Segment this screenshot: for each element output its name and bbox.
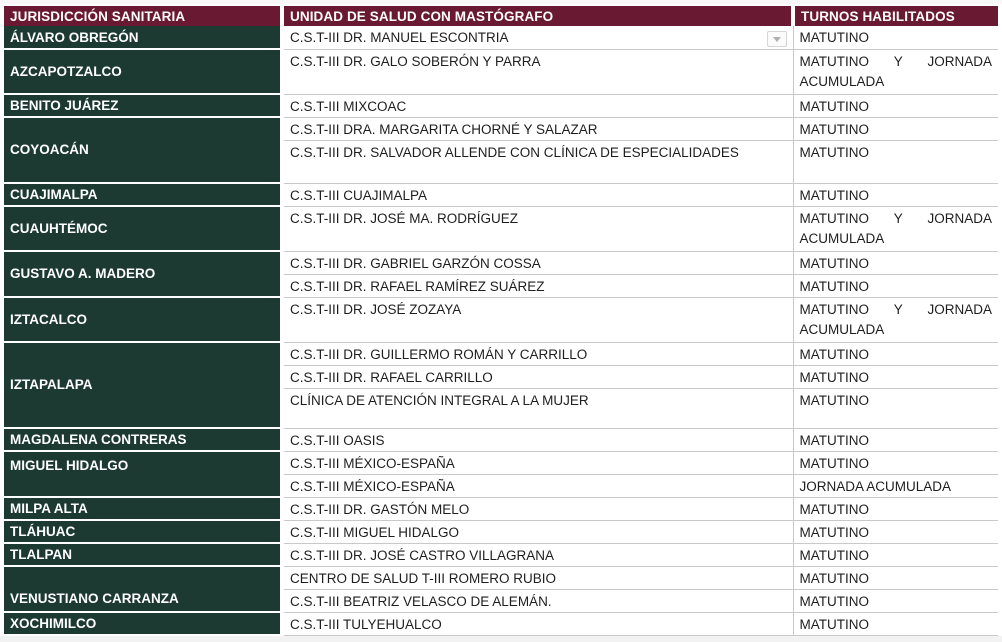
turno-cell: MATUTINO (793, 428, 998, 451)
jurisdiction-cell: MILPA ALTA (4, 497, 282, 520)
unit-cell (282, 183, 793, 206)
table-row (4, 543, 998, 566)
unit-cell (282, 566, 793, 589)
unit-name: C.S.T-III MÉXICO-ESPAÑA (290, 478, 455, 494)
unit-cell (282, 520, 793, 543)
unit-name: C.S.T-III DR. JOSÉ CASTRO VILLAGRANA (290, 547, 555, 563)
unit-cell (282, 451, 793, 474)
top-border (0, 0, 1002, 4)
turno-cell: MATUTINO (793, 451, 998, 474)
unit-cell (282, 589, 793, 612)
turno-cell: MATUTINO (793, 183, 998, 206)
turno-cell: MATUTINO (793, 497, 998, 520)
unit-cell (282, 474, 793, 497)
table-row (4, 94, 998, 117)
jurisdiction-cell: XOCHIMILCO (4, 612, 282, 635)
unit-cell (282, 342, 793, 365)
table-row (4, 428, 998, 451)
unit-name: C.S.T-III OASIS (290, 432, 385, 448)
unit-name: C.S.T-III DR. SALVADOR ALLENDE CON CLÍNICA DE ESPECIALIDADES (290, 144, 739, 160)
unit-name: C.S.T-III DR. GASTÓN MELO (290, 501, 470, 517)
unit-cell (282, 612, 793, 635)
turno-cell: MATUTINO (793, 589, 998, 612)
turno-cell: MATUTINO (793, 94, 998, 117)
unit-name: C.S.T-III DR. RAFAEL CARRILLO (290, 369, 493, 385)
jurisdiction-cell: GUSTAVO A. MADERO (4, 251, 282, 297)
mammography-table (4, 6, 998, 636)
jurisdiction-cell: ÁLVARO OBREGÓN (4, 26, 282, 49)
header-unidad: UNIDAD DE SALUD CON MASTÓGRAFO (282, 6, 793, 26)
table-row (4, 251, 998, 274)
unit-cell (282, 543, 793, 566)
table-row (4, 342, 998, 365)
unit-name: C.S.T-III DR. JOSÉ ZOZAYA (290, 301, 462, 317)
table-row (4, 297, 998, 342)
unit-cell (282, 297, 793, 342)
unit-cell (282, 206, 793, 251)
table-row (4, 612, 998, 635)
jurisdiction-cell: IZTAPALAPA (4, 342, 282, 428)
turno-cell: MATUTINO (793, 117, 998, 140)
turno-cell: MATUTINO (793, 566, 998, 589)
dropdown-arrow-icon[interactable] (767, 31, 787, 47)
turno-cell: MATUTINO (793, 140, 998, 183)
turno-cell: MATUTINO (793, 543, 998, 566)
unit-cell (282, 140, 793, 183)
turno-cell: MATUTINO Y JORNADA ACUMULADA (793, 206, 998, 251)
unit-name: C.S.T-III MIGUEL HIDALGO (290, 524, 460, 540)
unit-name: C.S.T-III DRA. MARGARITA CHORNÉ Y SALAZAR (290, 121, 598, 137)
unit-cell (282, 251, 793, 274)
unit-name: C.S.T-III DR. GABRIEL GARZÓN COSSA (290, 255, 541, 271)
jurisdiction-cell: IZTACALCO (4, 297, 282, 342)
unit-cell (282, 428, 793, 451)
turno-cell: MATUTINO (793, 365, 998, 388)
turno-cell: JORNADA ACUMULADA (793, 474, 998, 497)
table-row (4, 566, 998, 589)
unit-name: C.S.T-III DR. RAFAEL RAMÍREZ SUÁREZ (290, 278, 545, 294)
unit-cell (282, 94, 793, 117)
table-row (4, 183, 998, 206)
table-row (4, 206, 998, 251)
unit-name: C.S.T-III MÉXICO-ESPAÑA (290, 455, 455, 471)
unit-cell (282, 365, 793, 388)
jurisdiction-cell: MAGDALENA CONTRERAS (4, 428, 282, 451)
table-row (4, 26, 998, 49)
turno-cell: MATUTINO (793, 274, 998, 297)
table-row (4, 497, 998, 520)
unit-name: C.S.T-III TULYEHUALCO (290, 616, 442, 632)
jurisdiction-cell: BENITO JUÁREZ (4, 94, 282, 117)
table-row (4, 117, 998, 140)
header-jurisdiccion: JURISDICCIÓN SANITARIA (4, 6, 282, 26)
turno-cell: MATUTINO (793, 26, 998, 49)
unit-name: C.S.T-III DR. GUILLERMO ROMÁN Y CARRILLO (290, 346, 588, 362)
jurisdiction-cell: COYOACÁN (4, 117, 282, 183)
jurisdiction-cell: VENUSTIANO CARRANZA (4, 566, 282, 612)
turno-cell: MATUTINO (793, 612, 998, 635)
jurisdiction-cell: CUAJIMALPA (4, 183, 282, 206)
table-body (4, 26, 998, 635)
jurisdiction-cell: TLÁHUAC (4, 520, 282, 543)
unit-cell (282, 388, 793, 428)
unit-name: C.S.T-III DR. GALO SOBERÓN Y PARRA (290, 53, 541, 69)
unit-name: C.S.T-III BEATRIZ VELASCO DE ALEMÁN. (290, 593, 552, 609)
unit-name: C.S.T-III MIXCOAC (290, 98, 407, 114)
turno-cell: MATUTINO Y JORNADA ACUMULADA (793, 49, 998, 94)
turno-cell: MATUTINO Y JORNADA ACUMULADA (793, 297, 998, 342)
jurisdiction-cell: AZCAPOTZALCO (4, 49, 282, 94)
unit-cell (282, 274, 793, 297)
unit-cell (282, 497, 793, 520)
jurisdiction-cell: TLALPAN (4, 543, 282, 566)
unit-name: CENTRO DE SALUD T-III ROMERO RUBIO (290, 570, 557, 586)
turno-cell: MATUTINO (793, 520, 998, 543)
unit-name: C.S.T-III CUAJIMALPA (290, 187, 428, 203)
unit-name: CLÍNICA DE ATENCIÓN INTEGRAL A LA MUJER (290, 392, 589, 408)
table-row (4, 49, 998, 94)
turno-cell: MATUTINO (793, 251, 998, 274)
turno-cell: MATUTINO (793, 342, 998, 365)
table-row (4, 520, 998, 543)
table-row (4, 451, 998, 474)
unit-cell (282, 117, 793, 140)
header-row (4, 6, 998, 26)
unit-name: C.S.T-III DR. MANUEL ESCONTRIA (290, 30, 509, 45)
unit-name: C.S.T-III DR. JOSÉ MA. RODRÍGUEZ (290, 210, 519, 226)
jurisdiction-cell: MIGUEL HIDALGO (4, 451, 282, 497)
turno-cell: MATUTINO (793, 388, 998, 428)
unit-cell (282, 49, 793, 94)
unit-cell (282, 26, 793, 49)
header-turnos: TURNOS HABILITADOS (793, 6, 998, 26)
jurisdiction-cell: CUAUHTÉMOC (4, 206, 282, 251)
bottom-border (0, 636, 1002, 642)
